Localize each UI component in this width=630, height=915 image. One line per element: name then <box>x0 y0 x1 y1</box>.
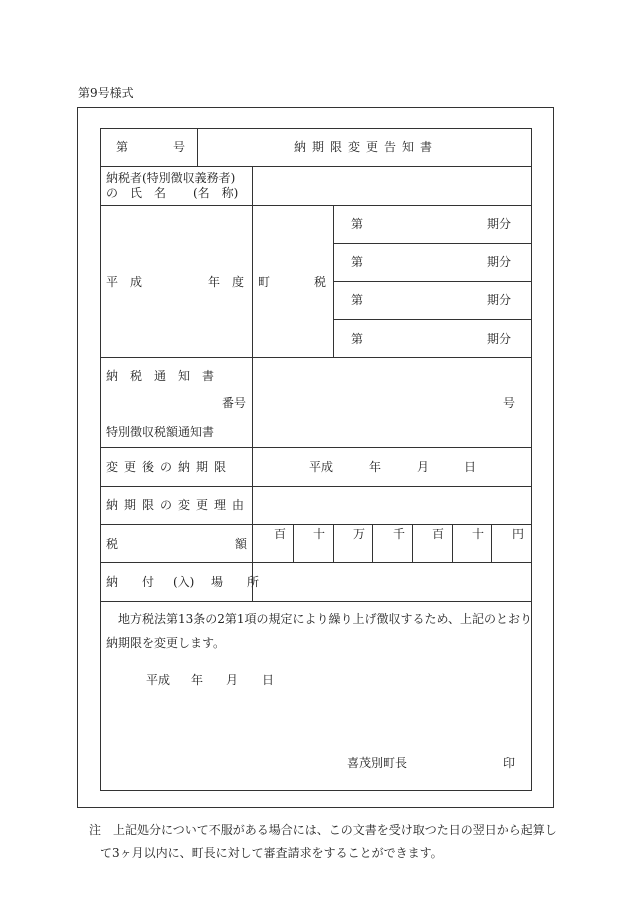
seal-mark: 印 <box>503 756 516 770</box>
new-due-date-label: 変更後の納期限 <box>106 460 233 474</box>
digit-unit-man: 万 <box>353 527 366 541</box>
form-title: 納期限変更告知書 <box>294 140 439 154</box>
footnote-line2: て3ヶ月以内に、町長に対して審査請求をすることができます。 <box>100 846 443 860</box>
due-date-hi: 日 <box>464 460 477 474</box>
statement-date-tsuki: 月 <box>226 673 239 687</box>
digit-unit-ju-2: 十 <box>472 527 485 541</box>
fiscal-year-heisei: 平 成 <box>106 275 143 289</box>
due-date-tsuki: 月 <box>417 460 430 474</box>
taxpayer-label-line2b: (名 称) <box>193 186 239 200</box>
statement-line1: 地方税法第13条の2第1項の規定により繰り上げ徴収するため、上記のとおり <box>118 612 533 626</box>
tax-amount-gaku: 額 <box>235 537 248 551</box>
digit-unit-hyaku-2: 百 <box>432 527 445 541</box>
taxpayer-label-line2a: の 氏 名 <box>106 186 167 200</box>
notice-go: 号 <box>503 396 516 410</box>
payment-place-a: 納 付 <box>106 575 155 589</box>
header-dai: 第 <box>116 140 129 154</box>
statement-date-hi: 日 <box>262 673 275 687</box>
period-2-kibun: 期分 <box>487 255 512 269</box>
period-2-dai: 第 <box>351 255 364 269</box>
notice-line3: 特別徴収税額通知書 <box>106 425 215 439</box>
payment-place-c: 場 所 <box>211 575 260 589</box>
fiscal-year-nendo: 年 度 <box>208 275 245 289</box>
period-1-dai: 第 <box>351 217 364 231</box>
statement-date-nen: 年 <box>191 673 204 687</box>
taxpayer-label-line1: 納税者(特別徴収義務者) <box>106 171 236 185</box>
period-3-dai: 第 <box>351 293 364 307</box>
form-outer-frame <box>77 107 554 808</box>
digit-unit-sen: 千 <box>393 527 406 541</box>
footnote-line1: 注 上記処分について不服がある場合には、この文書を受け取つた日の翌日から起算し <box>89 823 557 837</box>
period-3-kibun: 期分 <box>487 293 512 307</box>
due-date-nen: 年 <box>369 460 382 474</box>
period-4-kibun: 期分 <box>487 332 512 346</box>
digit-unit-en: 円 <box>512 527 525 541</box>
due-date-heisei: 平成 <box>309 460 334 474</box>
mayor-name: 喜茂別町長 <box>347 756 408 770</box>
statement-date-heisei: 平成 <box>146 673 171 687</box>
notice-line1: 納 税 通 知 書 <box>106 369 215 383</box>
statement-line2: 納期限を変更します。 <box>106 636 226 650</box>
tax-amount-zei: 税 <box>106 537 119 551</box>
tax-zei: 税 <box>314 275 327 289</box>
digit-unit-ju: 十 <box>313 527 326 541</box>
payment-place-b: (入) <box>173 575 195 589</box>
change-reason-label: 納期限の変更理由 <box>106 498 251 512</box>
period-1-kibun: 期分 <box>487 217 512 231</box>
tax-cho: 町 <box>258 275 271 289</box>
period-4-dai: 第 <box>351 332 364 346</box>
digit-unit-hyaku: 百 <box>274 527 287 541</box>
notice-bango: 番号 <box>222 396 247 410</box>
form-number: 第9号様式 <box>78 86 134 100</box>
header-go: 号 <box>173 140 186 154</box>
